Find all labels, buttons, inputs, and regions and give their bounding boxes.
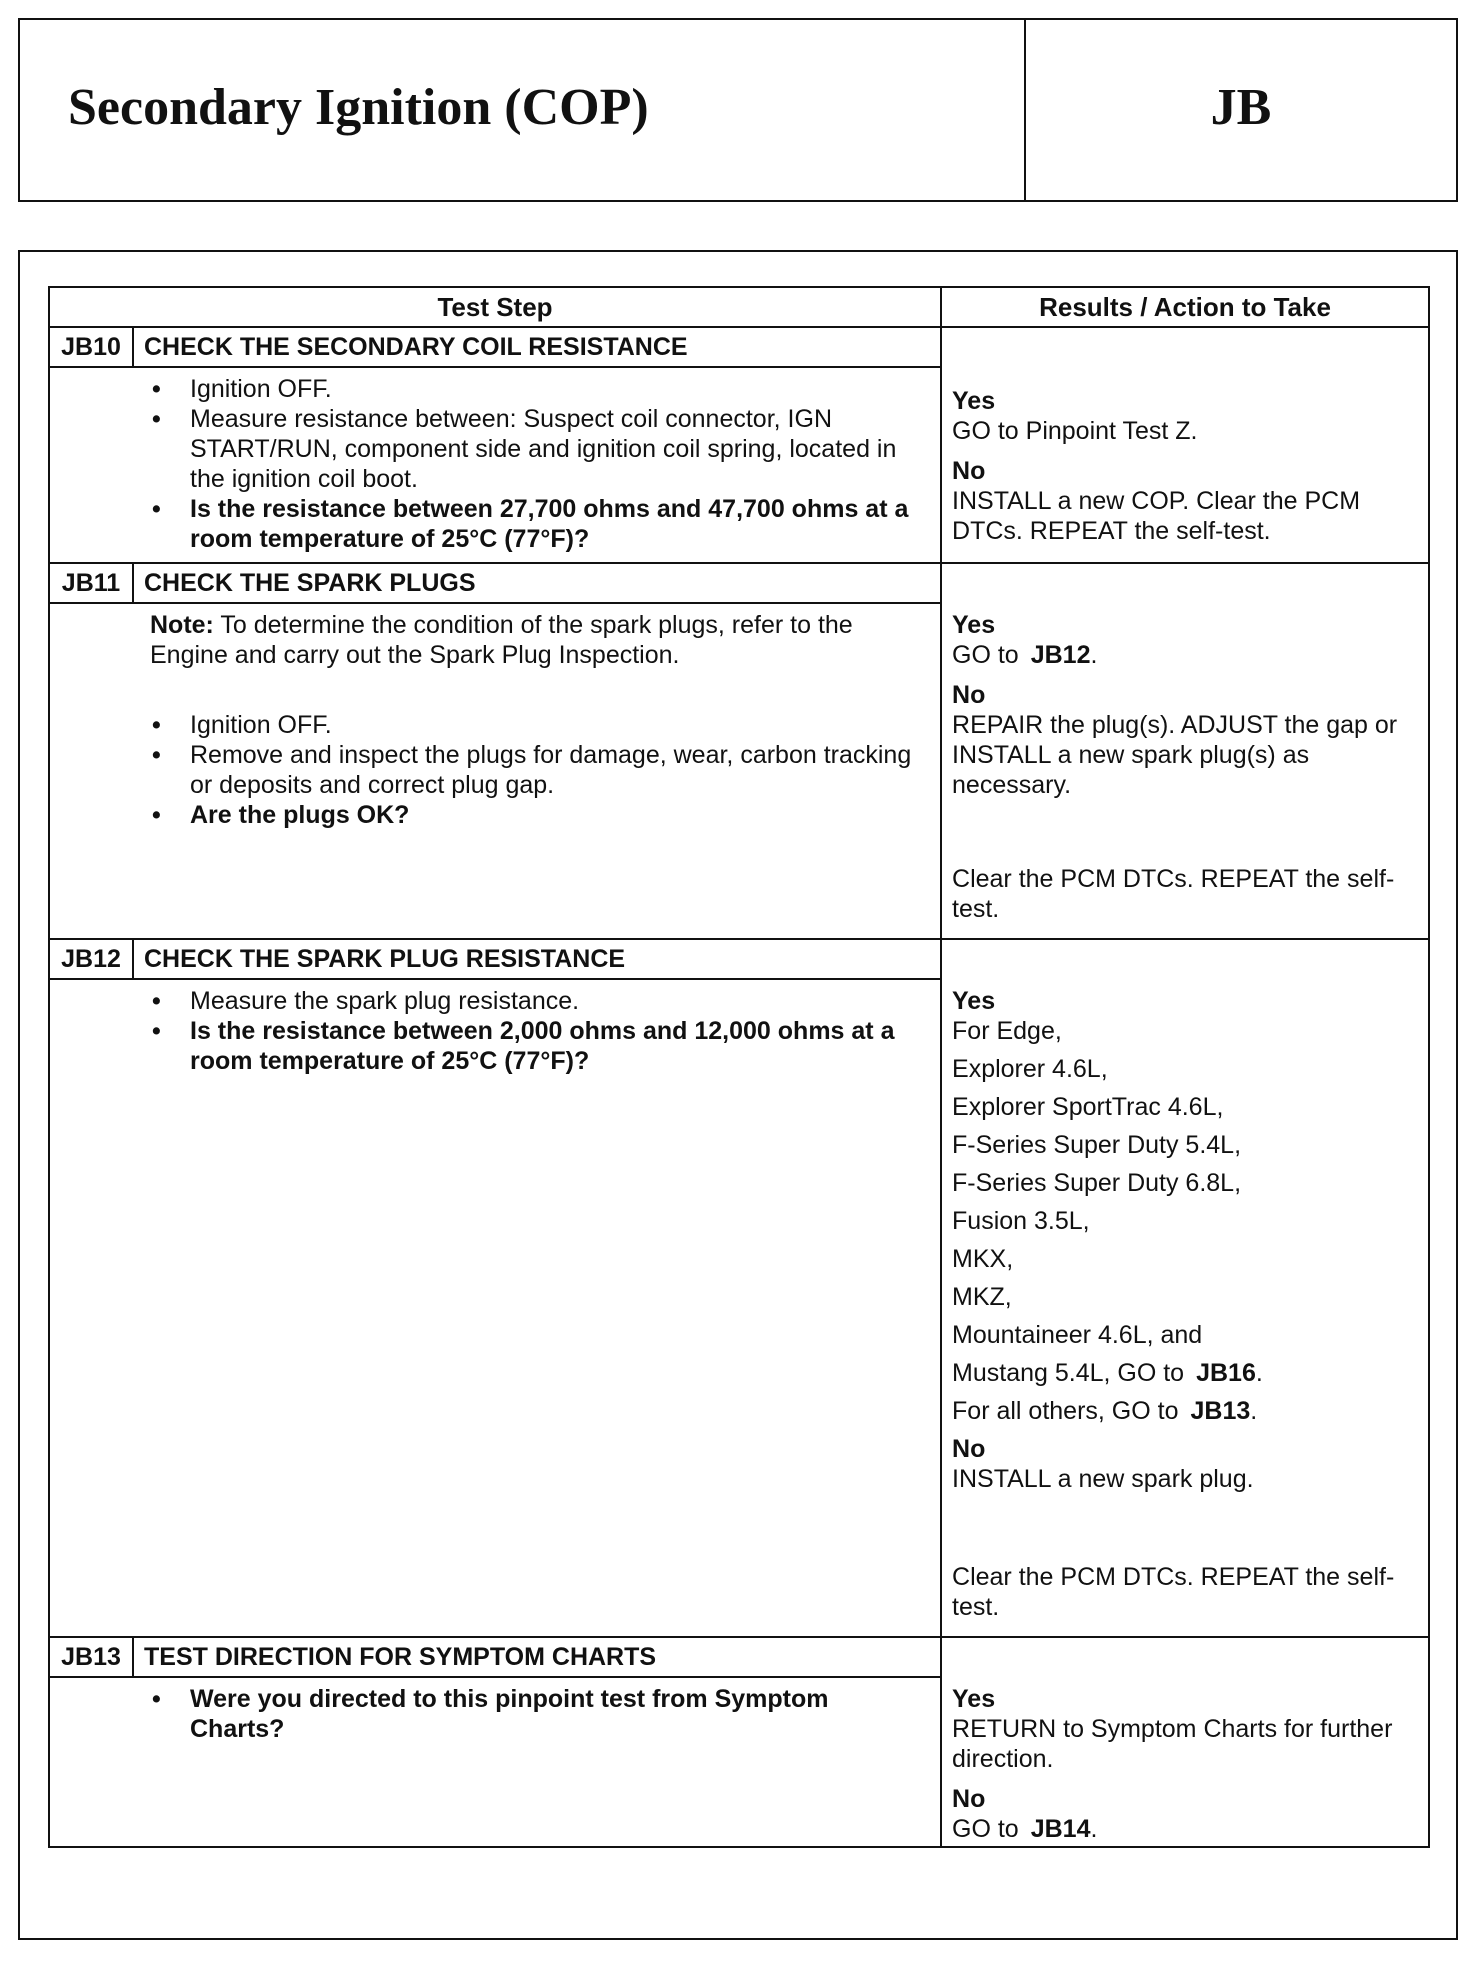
list-item: • Are the plugs OK? [190, 800, 920, 830]
yes-action: GO to Pinpoint Test Z. [952, 417, 1198, 445]
no-action: INSTALL a new spark plug. [952, 1465, 1254, 1493]
no-label: No [952, 1435, 986, 1463]
page-title: Secondary Ignition (COP) [20, 20, 1026, 200]
step-title: TEST DIRECTION FOR SYMPTOM CHARTS [133, 1637, 941, 1677]
step-title: CHECK THE SPARK PLUGS [133, 563, 941, 603]
step-jb10-results [941, 327, 1429, 563]
list-item: F-Series Super Duty 6.8L, [952, 1169, 1242, 1197]
list-item: MKZ, [952, 1283, 1012, 1311]
list-item: • Were you directed to this pinpoint test from Symptom Charts? [190, 1684, 920, 1744]
yes-label: Yes [952, 611, 996, 639]
step-jb13-title-row [49, 1637, 1429, 1677]
yes-action: GO to JB12. [952, 641, 1098, 669]
no-label: No [952, 1785, 986, 1813]
results-header: Results / Action to Take [941, 287, 1429, 327]
list-item: • Is the resistance between 27,700 ohms and 47,700 ohms at a room temperature of 25°C (77°F)? [190, 494, 920, 554]
step-link: JB14 [1030, 1815, 1091, 1843]
step-id: JB10 [49, 327, 133, 367]
step-note: Note: To determine the condition of the spark plugs, refer to the Engine and carry out the Spark Plug Inspection. [150, 611, 853, 669]
list-item: • Ignition OFF. [190, 374, 920, 404]
step-id: JB12 [49, 939, 133, 979]
list-item: • Measure resistance between: Suspect coil connector, IGN START/RUN, component side and ignition coil spring, located in the ignition coil boot. [190, 404, 920, 494]
no-action: GO to JB14. [952, 1815, 1098, 1843]
step-jb10-title-row [49, 327, 1429, 367]
yes-action: RETURN to Symptom Charts for further direction. [952, 1715, 1393, 1773]
step-jb11-results [941, 563, 1429, 939]
step-id: JB13 [49, 1637, 133, 1677]
list-item: Explorer SportTrac 4.6L, [952, 1093, 1224, 1121]
step-jb13-results [941, 1637, 1429, 1847]
list-item: Explorer 4.6L, [952, 1055, 1108, 1083]
no-label: No [952, 681, 986, 709]
list-item: • Remove and inspect the plugs for damage, wear, carbon tracking or deposits and correct plug gap. [190, 740, 920, 800]
list-item: • Measure the spark plug resistance. [190, 986, 920, 1016]
step-title: CHECK THE SPARK PLUG RESISTANCE [133, 939, 941, 979]
step-id: JB11 [49, 563, 133, 603]
step-link: JB12 [1030, 641, 1091, 669]
vehicle-list [952, 1016, 1420, 1350]
list-item: • Is the resistance between 2,000 ohms and 12,000 ohms at a room temperature of 25°C (77°F)? [190, 1016, 920, 1076]
step-jb12-results [941, 939, 1429, 1637]
no-action-followup: Clear the PCM DTCs. REPEAT the self-test. [952, 865, 1395, 923]
list-item: MKX, [952, 1245, 1014, 1273]
step-title: CHECK THE SECONDARY COIL RESISTANCE [133, 327, 941, 367]
step-jb12-title-row [49, 939, 1429, 979]
list-item: Mustang 5.4L, GO to JB16. [952, 1359, 1263, 1387]
no-label: No [952, 457, 986, 485]
step-jb10-body [49, 367, 941, 563]
list-item: Mountaineer 4.6L, and [952, 1321, 1203, 1349]
yes-label: Yes [952, 1685, 996, 1713]
list-item: For all others, GO to JB13. [952, 1397, 1258, 1425]
content-frame [18, 250, 1458, 1940]
step-jb11-title-row [49, 563, 1429, 603]
list-item: Fusion 3.5L, [952, 1207, 1090, 1235]
no-action: REPAIR the plug(s). ADJUST the gap or INSTALL a new spark plug(s) as necessary. [952, 711, 1398, 799]
list-item: • Ignition OFF. [190, 710, 920, 740]
step-link: JB13 [1190, 1397, 1251, 1425]
no-action: INSTALL a new COP. Clear the PCM DTCs. REPEAT the self-test. [952, 487, 1361, 545]
list-item: For Edge, [952, 1017, 1062, 1045]
test-steps-table [48, 286, 1430, 1848]
step-jb13-body [49, 1677, 941, 1847]
list-item: F-Series Super Duty 5.4L, [952, 1131, 1242, 1159]
page-header [18, 18, 1458, 202]
yes-label: Yes [952, 387, 996, 415]
yes-label: Yes [952, 987, 996, 1015]
section-code: JB [1210, 78, 1272, 136]
step-jb11-body [49, 603, 941, 939]
table-header-row [49, 287, 1429, 327]
step-jb12-body [49, 979, 941, 1637]
step-link: JB16 [1196, 1359, 1256, 1387]
test-step-header: Test Step [49, 287, 941, 327]
no-action-followup: Clear the PCM DTCs. REPEAT the self-test. [952, 1563, 1395, 1621]
